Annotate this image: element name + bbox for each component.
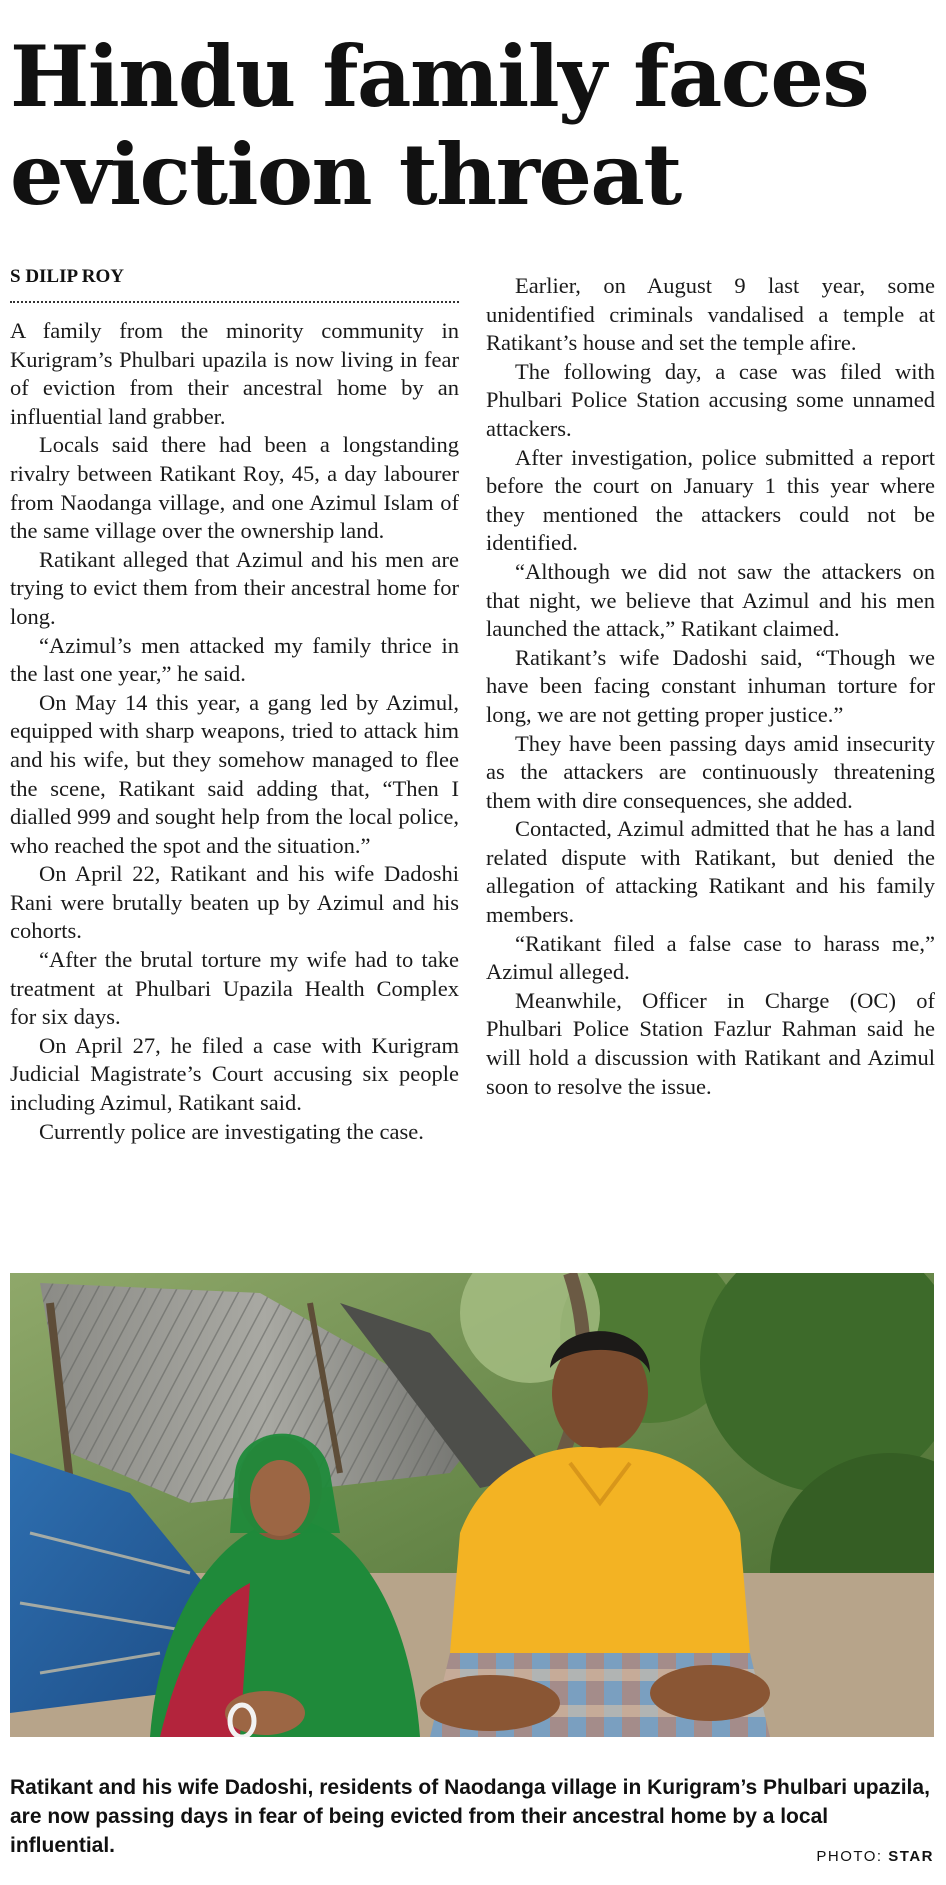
- paragraph: Locals said there had been a longstanding rivalry between Ratikant Roy, 45, a day labourer from Naodanga village, and one Azimul Islam of the same village over the ownership land.: [10, 432, 459, 544]
- paragraph: Currently police are investigating the case.: [39, 1118, 424, 1144]
- paragraph: “Although we did not saw the attackers on that night, we believe that Azimul and his men launched the attack,” Ratikant claimed.: [486, 558, 935, 642]
- paragraph: A family from the minority community in Kurigram’s Phulbari upazila is now living in fear of eviction from their ancestral home by an influential land grabber.: [10, 318, 459, 429]
- photo-credit-label: PHOTO:: [816, 1848, 883, 1865]
- article-column-right: [486, 272, 935, 1101]
- paragraph: On April 22, Ratikant and his wife Dadoshi Rani were brutally beaten up by Azimul and his cohorts.: [10, 861, 459, 944]
- paragraph: “After the brutal torture my wife had to take treatment at Phulbari Upazila Health Complex for six days.: [10, 947, 459, 1030]
- photo-caption: Ratikant and his wife Dadoshi, residents of Naodanga village in Kurigram’s Phulbari upazila, are now passing days in fear of being evicted from their ancestral home by a local influential.: [10, 1776, 930, 1857]
- paragraph: After investigation, police submitted a report before the court on January 1 this year where they mentioned the attackers could not be identified.: [486, 444, 935, 556]
- photo-credit-source: STAR: [888, 1848, 934, 1865]
- byline: S DILIP ROY: [10, 265, 459, 303]
- paragraph: “Ratikant filed a false case to harass me,” Azimul alleged.: [486, 930, 935, 985]
- news-photo: [10, 1273, 934, 1737]
- headline: Hindu family faces eviction threat: [10, 27, 869, 224]
- photo-credit: [816, 1848, 934, 1865]
- paragraph: On May 14 this year, a gang led by Azimul, equipped with sharp weapons, tried to attack him and his wife, but they somehow managed to flee the scene, Ratikant said adding that, “Then I dialled 999 and sought help from the local police, who reached the spot and the situation.”: [10, 689, 459, 858]
- paragraph: Meanwhile, Officer in Charge (OC) of Phulbari Police Station Fazlur Rahman said he will hold a discussion with Ratikant and Azimul soon to resolve the issue.: [486, 987, 935, 1099]
- paragraph: Contacted, Azimul admitted that he has a land related dispute with Ratikant, but denied the allegation of attacking Ratikant and his family members.: [486, 816, 935, 928]
- paragraph: They have been passing days amid insecurity as the attackers are continuously threatening them with dire consequences, she added.: [486, 730, 935, 813]
- photo-illustration: [10, 1273, 934, 1737]
- paragraph: On April 27, he filed a case with Kurigram Judicial Magistrate’s Court accusing six people including Azimul, Ratikant said.: [10, 1032, 459, 1116]
- paragraph: Ratikant’s wife Dadoshi said, “Though we have been facing constant inhuman torture for long, we are not getting proper justice.”: [486, 644, 935, 727]
- paragraph: Earlier, on August 9 last year, some unidentified criminals vandalised a temple at Ratikant’s house and set the temple afire.: [486, 273, 935, 356]
- paragraph: The following day, a case was filed with Phulbari Police Station accusing some unnamed attackers.: [486, 358, 935, 441]
- article-column-left: [10, 317, 459, 1146]
- paragraph: “Azimul’s men attacked my family thrice in the last one year,” he said.: [10, 632, 459, 687]
- paragraph: Ratikant alleged that Azimul and his men are trying to evict them from their ancestral home for long.: [10, 546, 459, 629]
